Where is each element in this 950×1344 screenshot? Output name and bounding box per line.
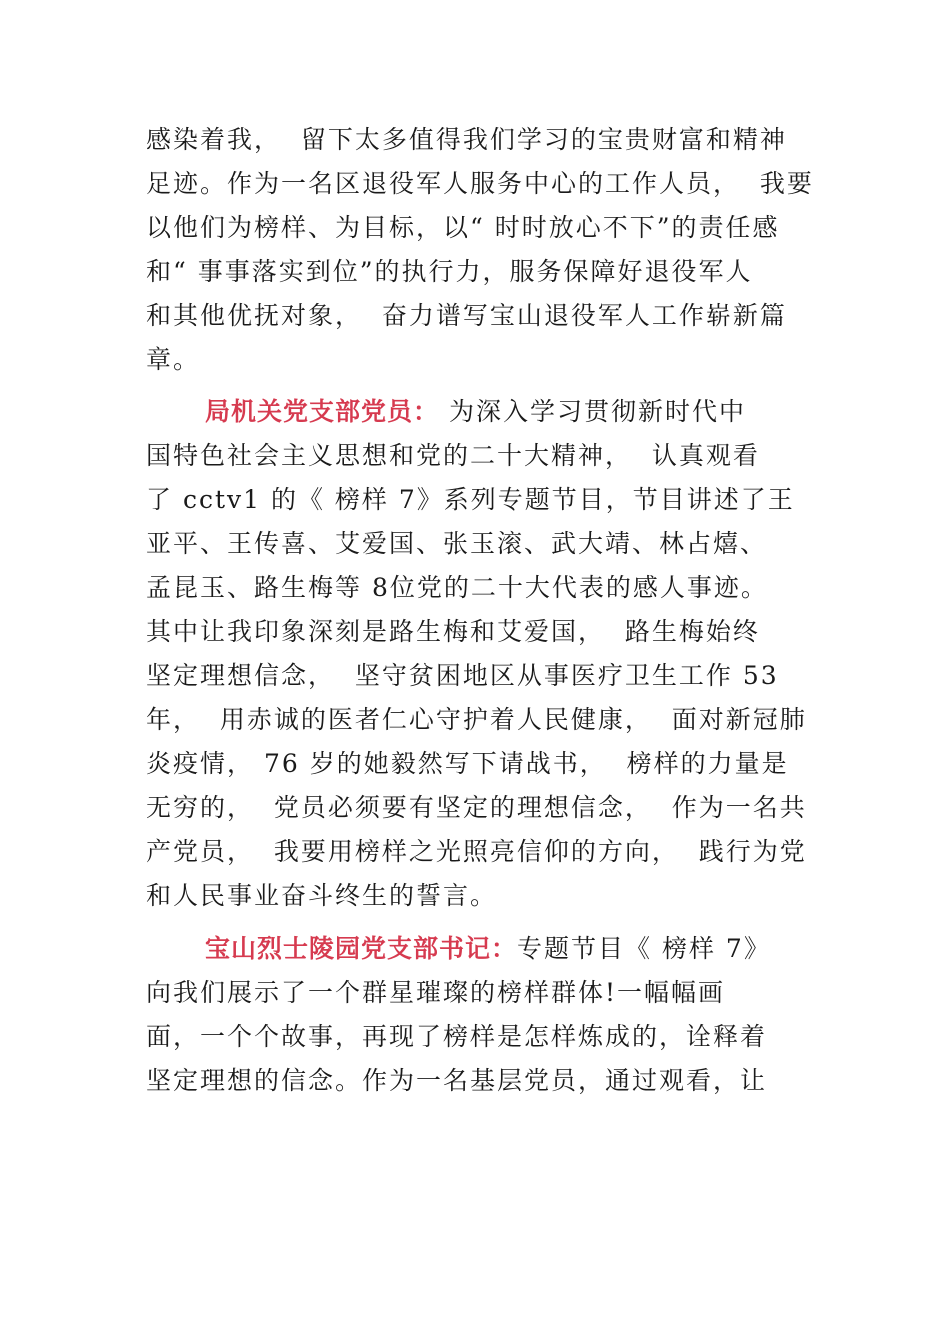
paragraph-line: 和其他优抚对象， 奋力谱写宝山退役军人工作崭新篇 [146, 301, 787, 330]
paragraph-line: 国特色社会主义思想和党的二十大精神， 认真观看 [146, 441, 760, 470]
paragraph-line: 亚平、王传喜、艾爱国、张玉滚、武大靖、林占熺、 [146, 529, 768, 558]
paragraph-line: 孟昆玉、路生梅等 8位党的二十大代表的感人事迹。 [146, 573, 768, 602]
paragraph-line: 和人民事业奋斗终生的誓言。 [146, 881, 498, 910]
paragraph-line: 炎疫情， 76 岁的她毅然写下请战书， 榜样的力量是 [146, 749, 789, 778]
paragraph-line: 和“ 事事落实到位”的执行力，服务保障好退役军人 [146, 257, 753, 286]
paragraph-line: 无穷的， 党员必须要有坚定的理想信念， 作为一名共 [146, 793, 807, 822]
paragraph-line: 感染着我， 留下太多值得我们学习的宝贵财富和精神 [146, 125, 787, 154]
paragraph-text: 专题节目《 榜样 7》 [517, 934, 771, 963]
speaker-label: 宝山烈士陵园党支部书记： [205, 934, 518, 963]
paragraph-line: 足迹。作为一名区退役军人服务中心的工作人员， 我要 [146, 169, 814, 198]
paragraph-line: 坚定理想的信念。作为一名基层党员，通过观看，让 [146, 1066, 768, 1095]
speaker-label: 局机关党支部党员： [205, 397, 440, 426]
paragraph-first-line [205, 934, 771, 964]
paragraph-text: 为深入学习贯彻新时代中 [439, 397, 746, 426]
paragraph-line: 年， 用赤诚的医者仁心守护着人民健康， 面对新冠肺 [146, 705, 807, 734]
paragraph-line: 以他们为榜样、为目标，以“ 时时放心不下”的责任感 [146, 213, 780, 242]
paragraph-first-line [205, 397, 746, 427]
paragraph-line: 章。 [146, 345, 201, 374]
paragraph-line: 坚定理想信念， 坚守贫困地区从事医疗卫生工作 53 [146, 661, 779, 690]
paragraph-line: 面，一个个故事，再现了榜样是怎样炼成的，诠释着 [146, 1022, 768, 1051]
paragraph-line: 产党员， 我要用榜样之光照亮信仰的方向， 践行为党 [146, 837, 807, 866]
paragraph-line: 了 cctv1 的《 榜样 7》系列专题节目，节目讲述了王 [146, 485, 795, 514]
paragraph-line: 向我们展示了一个群星璀璨的榜样群体!一幅幅画 [146, 978, 726, 1007]
paragraph-line: 其中让我印象深刻是路生梅和艾爱国， 路生梅始终 [146, 617, 760, 646]
